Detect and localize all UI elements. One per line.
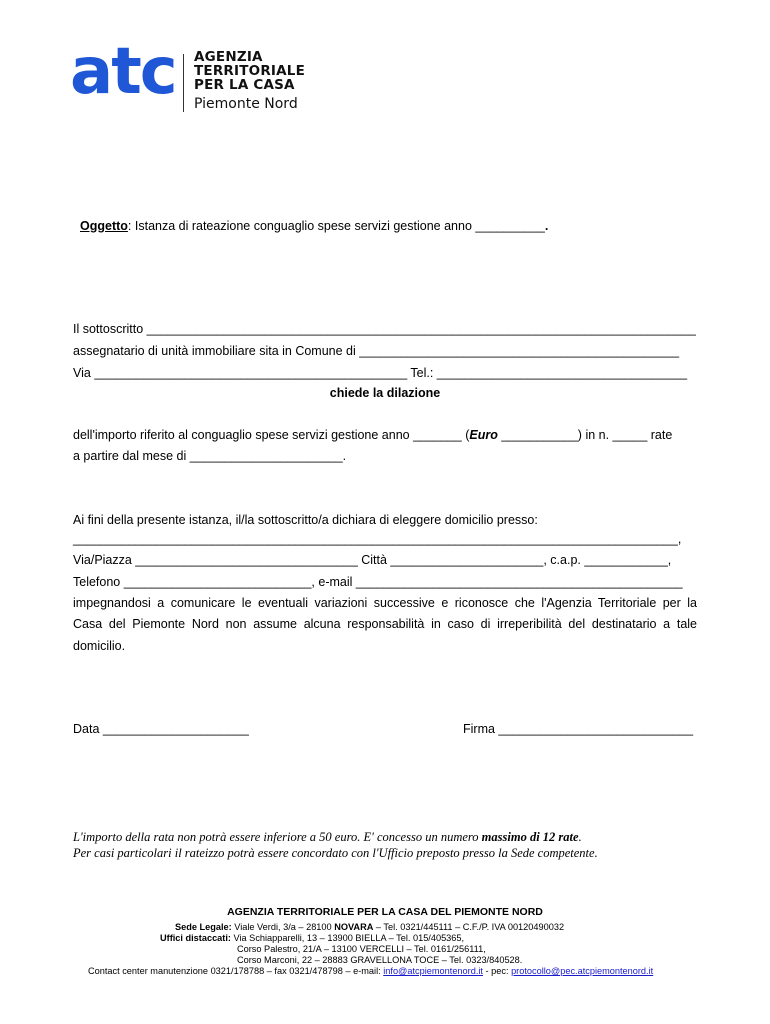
amount-post: ___________) in n. _____ rate [497, 428, 673, 442]
note-1-bold: massimo di 12 rate [481, 830, 579, 844]
amount-line [73, 429, 672, 442]
start-month-line: a partire dal mese di ______________________. [73, 449, 347, 463]
footer-uffici-label: Uffici distaccati: [160, 933, 231, 943]
footer-title: AGENZIA TERRITORIALE PER LA CASA DEL PIEMONTE NORD [227, 906, 543, 918]
request-heading: chiede la dilazione [329, 386, 441, 400]
amount-pre: dell'importo riferito al conguaglio spese servizi gestione anno _______ ( [73, 428, 470, 442]
subject-end: . [544, 219, 549, 233]
logo-line-per-la-casa: PER LA CASA [194, 77, 295, 93]
domicile-street-line: Via/Piazza ________________________________ Città ______________________, c.a.p. ____________, [73, 553, 672, 567]
subject-text: : Istanza di rateazione conguaglio spese servizi gestione anno __________ [127, 219, 545, 233]
commitment-line-3: domicilio. [73, 639, 126, 653]
applicant-address-line: Via _____________________________________________ Tel.: ____________________________________ [73, 366, 688, 380]
logo-separator [183, 54, 184, 112]
footer-uffici-line-3: Corso Marconi, 22 – 28883 GRAVELLONA TOCE – Tel. 0323/840528. [237, 955, 523, 965]
footer-sede-pre: Viale Verdi, 3/a – 28100 [231, 922, 335, 932]
note-line-1 [73, 830, 582, 845]
domicile-blank-line: _______________________________________________________________________________________, [73, 532, 682, 546]
footer-pec-link[interactable]: protocollo@pec.atcpiemontenord.it [511, 966, 654, 976]
note-1-end: . [578, 830, 582, 844]
commitment-line-2: Casa del Piemonte Nord non assume alcuna responsabilità in caso di irreperibilità del destinatario a tale [73, 617, 697, 631]
footer-uffici-line-2: Corso Palestro, 21/A – 13100 VERCELLI – Tel. 0161/256111, [237, 944, 486, 954]
commitment-line-1: impegnandosi a comunicare le eventuali variazioni successive e riconosce che l'Agenzia Territoriale per la [73, 596, 697, 610]
domicile-intro: Ai fini della presente istanza, il/la sottoscritto/a dichiara di eleggere domicilio presso: [73, 513, 538, 527]
footer-email-link[interactable]: info@atcpiemontenord.it [383, 966, 483, 976]
footer-uffici-1: Via Schiapparelli, 13 – 13900 BIELLA – Tel. 015/405365, [230, 933, 465, 943]
note-1-text: L'importo della rata non potrà essere inferiore a 50 euro. E' concesso un numero [73, 830, 482, 844]
subject-label: Oggetto [80, 219, 128, 233]
logo-line-territoriale: TERRITORIALE [194, 63, 306, 79]
subject-line [80, 220, 548, 233]
atc-logo: atc [70, 35, 176, 109]
domicile-contact-line: Telefono ___________________________, e-mail _______________________________________________ [73, 575, 683, 589]
signature-field-line: Firma ____________________________ [463, 722, 694, 736]
footer-contact-mid: - pec: [482, 966, 512, 976]
note-line-2: Per casi particolari il rateizzo potrà essere concordato con l'Ufficio preposto presso la Sede competente. [73, 846, 598, 860]
footer-sede-line [175, 923, 564, 932]
footer-contact-pre: Contact center manutenzione 0321/178788 – fax 0321/478798 – e-mail: [88, 966, 384, 976]
applicant-name-line: Il sottoscritto _______________________________________________________________________________ [73, 322, 696, 336]
amount-euro: Euro [469, 428, 498, 442]
applicant-unit-line: assegnatario di unità immobiliare sita in Comune di ______________________________________________ [73, 344, 680, 358]
footer-sede-label: Sede Legale: [175, 922, 232, 932]
logo-text [194, 50, 305, 111]
logo-line-agenzia: AGENZIA [194, 49, 263, 65]
footer-sede-city: NOVARA [334, 922, 374, 932]
logo-line-piemonte-nord: Piemonte Nord [194, 96, 298, 112]
date-field-line: Data _____________________ [73, 722, 249, 736]
footer-contact-line [88, 967, 653, 976]
footer-uffici-line-1 [160, 934, 464, 943]
footer-sede-post: – Tel. 0321/445111 – C.F./P. IVA 00120490032 [373, 922, 565, 932]
